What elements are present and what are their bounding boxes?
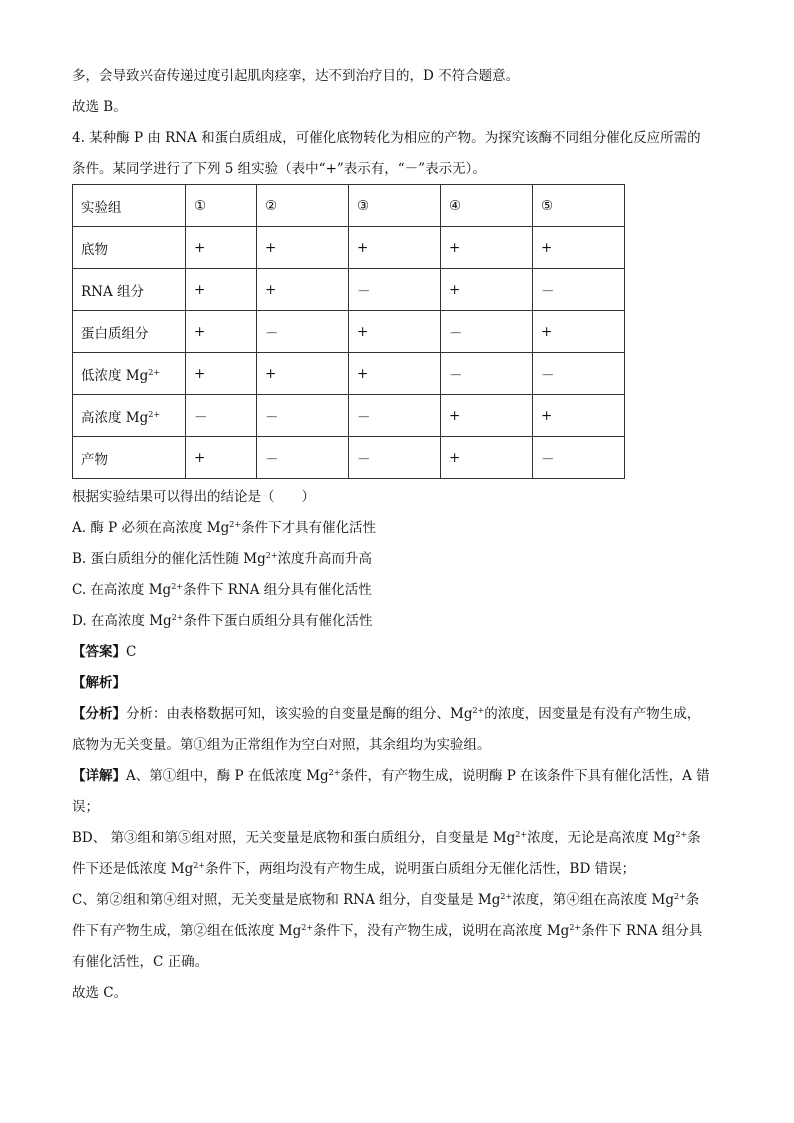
option-c-text-end: 条件下 RNA 组分具有催化活性: [182, 582, 372, 598]
superscript: 2+: [569, 923, 582, 932]
prev-conclusion: 故选 B。: [72, 99, 127, 115]
table-cell: +: [257, 227, 349, 269]
option-c: [72, 580, 372, 600]
superscript: 2+: [193, 861, 206, 870]
table-header-cell: 实验组: [73, 185, 186, 227]
superscript: 2+: [148, 367, 161, 377]
row-label: 蛋白质组分: [73, 311, 186, 353]
row-label: [73, 395, 186, 437]
option-c-text: C. 在高浓度 Mg: [72, 582, 172, 598]
detail-text: 件下还是低浓度 Mg: [72, 861, 194, 877]
table-cell: +: [186, 227, 257, 269]
table-cell: +: [257, 269, 349, 311]
row-label-text: 高浓度 Mg: [81, 409, 149, 426]
table-row: [73, 311, 625, 353]
table-cell: －: [441, 311, 533, 353]
analysis-line: [72, 704, 700, 724]
detail-text: 浓度，第④组在高浓度 Mg: [512, 892, 674, 908]
table-cell: +: [533, 227, 625, 269]
analysis-tag: 【解析】: [72, 675, 126, 691]
option-d-text-end: 条件下蛋白质组分具有催化活性: [183, 613, 373, 629]
detail-line: [72, 859, 635, 879]
table-cell: －: [533, 269, 625, 311]
superscript: 2+: [500, 892, 513, 901]
question-text-line-1: 4. 某种酶 P 由 RNA 和蛋白质组成，可催化底物转化为相应的产物。为探究该酶不同组分催化反应所需的: [72, 130, 701, 146]
option-a: [72, 518, 376, 538]
row-label: RNA 组分: [73, 269, 186, 311]
table-row: [73, 227, 625, 269]
option-b-text-end: 浓度升高而升高: [277, 551, 373, 567]
option-b-text: B. 蛋白质组分的催化活性随 Mg: [72, 551, 266, 567]
detail-text: 条件下，没有产物生成，说明在高浓度 Mg: [313, 923, 570, 939]
superscript: 2+: [301, 923, 314, 932]
superscript: 2+: [472, 706, 485, 715]
superscript: 2+: [171, 582, 183, 591]
xiangjie-tag: 【详解】: [72, 768, 126, 784]
table-cell: －: [533, 437, 625, 479]
row-label-text: 低浓度 Mg: [81, 367, 149, 384]
table-cell: －: [441, 353, 533, 395]
analysis-text: 的浓度，因变量是有没有产物生成，: [484, 706, 701, 722]
table-cell: +: [533, 395, 625, 437]
table-cell: +: [349, 353, 441, 395]
table-cell: －: [533, 353, 625, 395]
detail-text: 条件，有产物生成，说明酶 P 在该条件下具有催化活性，A 错: [340, 768, 710, 784]
superscript: 2+: [515, 830, 528, 839]
option-d: [72, 611, 372, 631]
table-cell: +: [186, 311, 257, 353]
superscript: 2+: [328, 768, 341, 777]
table-cell: +: [186, 353, 257, 395]
table-cell: +: [441, 227, 533, 269]
analysis-line: 底物为无关变量。第①组为正常组作为空白对照，其余组均为实验组。: [72, 737, 491, 753]
detail-line: [72, 828, 701, 848]
table-cell: －: [257, 395, 349, 437]
detail-line: [72, 766, 710, 786]
answer-tag: 【答案】: [72, 644, 126, 660]
detail-text: A、第①组中，酶 P 在低浓度 Mg: [126, 768, 329, 784]
row-label: 底物: [73, 227, 186, 269]
detail-line: [72, 921, 702, 941]
option-d-text: D. 在高浓度 Mg: [72, 613, 172, 629]
detail-line: 有催化活性，C 正确。: [72, 954, 209, 970]
final-conclusion: 故选 C。: [72, 985, 128, 1001]
option-a-text: A. 酶 P 必须在高浓度 Mg: [72, 520, 230, 536]
superscript: 2+: [229, 520, 242, 529]
prev-explanation-line: 多，会导致兴奋传递过度引起肌肉痉挛，达不到治疗目的，D 不符合题意。: [72, 68, 520, 84]
table-cell: +: [441, 269, 533, 311]
table-cell: －: [257, 311, 349, 353]
table-cell: +: [349, 311, 441, 353]
question-stem: 根据实验结果可以得出的结论是（ ）: [72, 489, 315, 505]
superscript: 2+: [148, 409, 161, 419]
question-text-line-2: 条件。某同学进行了下列 5 组实验（表中“+”表示有，“－”表示无）。: [72, 161, 486, 177]
superscript: 2+: [171, 613, 184, 622]
table-cell: +: [441, 437, 533, 479]
detail-text: BD、 第③组和第⑤组对照，无关变量是底物和蛋白质组分，自变量是 Mg: [72, 830, 516, 846]
table-header-cell: ④: [441, 185, 533, 227]
table-header-cell: ③: [349, 185, 441, 227]
table-row: [73, 395, 625, 437]
detail-text: 件下有产物生成，第②组在低浓度 Mg: [72, 923, 302, 939]
table-cell: +: [186, 269, 257, 311]
table-cell: －: [349, 395, 441, 437]
detail-line: [72, 890, 699, 910]
detail-line: 误；: [72, 799, 99, 815]
table-cell: +: [441, 395, 533, 437]
detail-text: 条件下 RNA 组分具: [581, 923, 703, 939]
detail-text: 条件下，两组均没有产物生成，说明蛋白质组分无催化活性，BD 错误；: [205, 861, 636, 877]
table-cell: +: [257, 353, 349, 395]
table-cell: －: [349, 437, 441, 479]
detail-text: 条: [685, 892, 700, 908]
fenxi-tag: 【分析】: [72, 706, 126, 722]
table-row: [73, 437, 625, 479]
table-header-cell: ①: [186, 185, 257, 227]
table-header-row: [73, 185, 625, 227]
detail-text: 浓度，无论是高浓度 Mg: [527, 830, 676, 846]
superscript: 2+: [673, 892, 686, 901]
table-row: [73, 353, 625, 395]
answer-value: C: [126, 644, 137, 660]
superscript: 2+: [265, 551, 278, 560]
table-cell: －: [349, 269, 441, 311]
experiment-table: [72, 184, 625, 479]
table-cell: +: [533, 311, 625, 353]
answer-line: [72, 642, 136, 662]
table-header-cell: ⑤: [533, 185, 625, 227]
table-cell: +: [349, 227, 441, 269]
row-label: 产物: [73, 437, 186, 479]
detail-text: 条: [687, 830, 701, 846]
analysis-text: 分析：由表格数据可知，该实验的自变量是酶的组分、Mg: [126, 706, 473, 722]
option-b: [72, 549, 372, 569]
table-header-cell: ②: [257, 185, 349, 227]
table-row: [73, 269, 625, 311]
table-cell: －: [186, 395, 257, 437]
row-label: [73, 353, 186, 395]
table-cell: －: [257, 437, 349, 479]
superscript: 2+: [675, 830, 688, 839]
option-a-text-end: 条件下才具有催化活性: [241, 520, 377, 536]
table-cell: +: [186, 437, 257, 479]
detail-text: C、第②组和第④组对照，无关变量是底物和 RNA 组分，自变量是 Mg: [72, 892, 501, 908]
